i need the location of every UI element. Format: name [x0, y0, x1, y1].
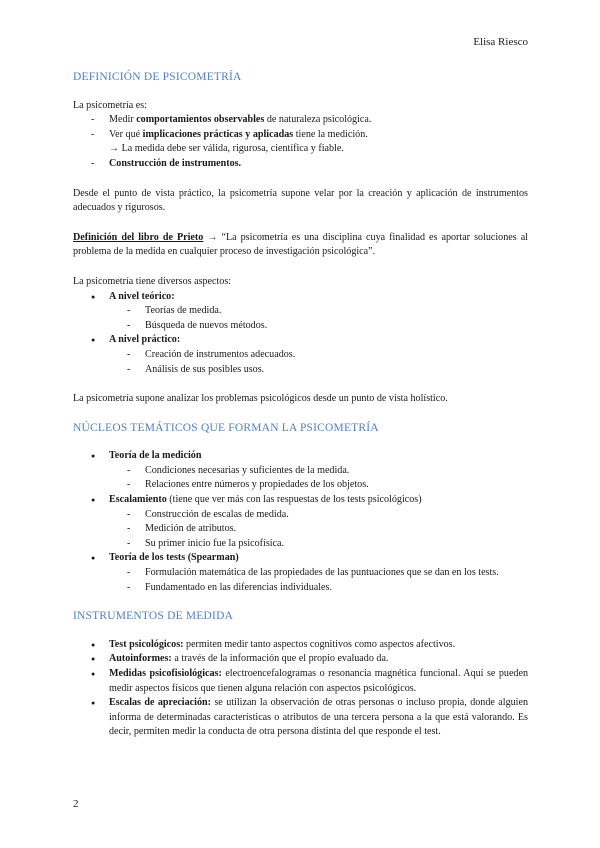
practical-paragraph: Desde el punto de vista práctico, la psicometría supone velar por la creación y aplicación de instrumentos adecuados y rigurosos. — [73, 187, 528, 214]
definition-intro: La psicometría es: — [73, 99, 147, 111]
section-title-definicion: DEFINICIÓN DE PSICOMETRÍA — [73, 71, 242, 83]
prieto-definition: Definición del libro de Prieto → “La psicometría es una disciplina cuya finalidad es aportar soluciones al problema de la medida en cualquier proceso de investigación psicológica”. — [73, 231, 528, 258]
section-title-instrumentos: INSTRUMENTOS DE MEDIDA — [73, 610, 234, 623]
nucleo-subitem: - Fundamentado en las diferencias individuales. — [73, 581, 528, 596]
instrumento-bullet: ● Test psicológicos: permiten medir tanto aspectos cognitivos como aspectos afectivos. — [73, 638, 528, 653]
nucleo-subitem: - Su primer inicio fue la psicofísica. — [73, 537, 528, 552]
aspect-bullet: ● A nivel teórico: — [73, 290, 528, 305]
aspect-subitem: - Análisis de sus posibles usos. — [73, 363, 528, 378]
document-body — [73, 70, 528, 740]
definition-item: - Construcción de instrumentos. — [73, 157, 528, 172]
header-author: Elisa Riesco — [473, 36, 528, 48]
aspect-subitem: - Teorías de medida. — [73, 304, 528, 319]
nucleo-subitem: - Relaciones entre números y propiedades de los objetos. — [73, 478, 528, 493]
instrumento-bullet: ● Escalas de apreciación: se utilizan la observación de otras personas o incluso propia, donde alguien informa de determinadas características o atributos de una tercera persona a la que está valorando. Es decir, permiten medir la conducta de otra persona distinta del que responde el test. — [73, 696, 528, 740]
nucleo-bullet: ● Teoría de los tests (Spearman) — [73, 551, 528, 566]
nucleo-subitem: - Medición de atributos. — [73, 522, 528, 537]
definition-arrow-note: → La medida debe ser válida, rigurosa, científica y fiable. — [109, 143, 344, 155]
aspect-subitem: - Búsqueda de nuevos métodos. — [73, 319, 528, 334]
aspect-subitem: - Creación de instrumentos adecuados. — [73, 348, 528, 363]
instrumento-bullet: ● Medidas psicofisiológicas: electroencefalogramas o resonancia magnética funcional. Aquí se pueden medir aspectos físicos que tienen alguna relación con aspectos psicológicos. — [73, 667, 528, 696]
holistic-paragraph: La psicometría supone analizar los problemas psicológicos desde un punto de vista holístico. — [73, 393, 448, 405]
nucleo-subitem: - Condiciones necesarias y suficientes de la medida. — [73, 464, 528, 479]
aspects-intro: La psicometría tiene diversos aspectos: — [73, 275, 232, 287]
nucleo-bullet: ● Teoría de la medición — [73, 449, 528, 464]
nucleo-subitem: - Construcción de escalas de medida. — [73, 508, 528, 523]
instrumento-bullet: ● Autoinformes: a través de la información que el propio evaluado da. — [73, 652, 528, 667]
definition-item: - Ver qué implicaciones prácticas y aplicadas tiene la medición. — [73, 128, 528, 143]
section-title-nucleos: NÚCLEOS TEMÁTICOS QUE FORMAN LA PSICOMETRÍA — [73, 421, 379, 434]
page-number: 2 — [73, 798, 79, 810]
nucleo-subitem: - Formulación matemática de las propiedades de las puntuaciones que se dan en los tests. — [73, 566, 528, 581]
aspect-bullet: ● A nivel práctico: — [73, 333, 528, 348]
definition-item: - Medir comportamientos observables de naturaleza psicológica. — [73, 113, 528, 128]
nucleo-bullet: ● Escalamiento (tiene que ver más con las respuestas de los tests psicológicos) — [73, 493, 528, 508]
